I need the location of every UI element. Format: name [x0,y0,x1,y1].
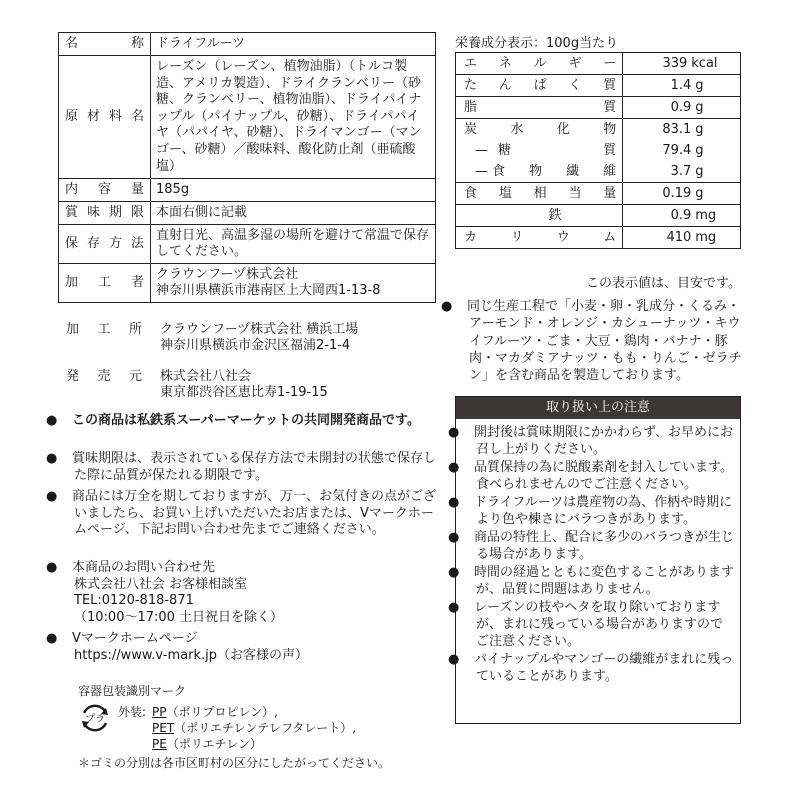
nutrition-value-protein [623,75,741,97]
nutrition-value: 1.4 [670,78,692,93]
nutrition-unit: g [695,100,704,115]
material-code: PP [152,705,167,719]
nutrition-name: エネルギー [464,56,617,71]
packaging-material-pet [152,719,356,736]
processing-plant-company: クラウンフーヅ株式会社 横浜工場 [160,322,359,337]
handling-item-text: ドライフルーツは農産物の為、作柄や時期により色や棟さにバラつきがあります。 [474,495,733,527]
nutrition-title: 栄養成分表示：100g当たり [455,36,619,51]
bullet-icon: ● [46,631,58,646]
nutrition-value: 3.7 [670,164,692,179]
info-value-processor [151,264,436,303]
packaging-material-pp [152,703,278,720]
nutrition-unit: g [695,122,704,137]
contact-lines [60,577,440,627]
nutrition-unit: g [695,143,704,158]
bullet-icon: ● [448,600,460,615]
processing-plant [66,322,450,356]
table-row [59,202,436,225]
nutrition-name-fat [456,97,623,119]
nutrition-value: 0.9 [670,100,692,115]
nutrition-unit: g [695,78,704,93]
nutrition-name-iron [456,205,623,227]
nutrition-value: 79.4 [662,143,692,158]
note-joint-development [46,413,440,430]
bullet-icon: ● [448,530,460,545]
material-code: PET [152,721,175,735]
info-label-content: 内容量 [59,179,151,202]
nutrition-value-salt [623,183,741,205]
nutrition-name: 炭水化物 [464,122,617,137]
nutrition-name: 脂質 [464,100,617,115]
info-label-name: 名称 [59,33,151,56]
nutrition-name-potassium [456,227,623,249]
nutrition-value-sugar [623,140,741,161]
nutrition-value-fat [623,97,741,119]
nutrition-value: 0.9 [670,208,692,223]
note-complaint [46,489,440,539]
contact-tel[interactable]: TEL:0120-818-871 [74,593,194,608]
nutrition-name: 食物繊維 [492,164,617,179]
table-row [456,53,741,75]
bullet-icon: ● [448,425,460,440]
table-row [59,33,436,56]
handling-item-text: 品質保持の為に脱酸素剤を封入しています。食べられませんのでご注意ください。 [474,460,733,492]
pura-icon-text: プラ [85,714,105,725]
bullet-icon: ● [46,451,58,466]
product-info-table [58,32,436,303]
handling-title: 取り扱い上の注意 [456,397,740,419]
nutrition-name-sugar [456,140,623,161]
handling-item-text: 時間の経過とともに変色することがありますが、品質に問題はありません。 [474,565,735,597]
vmark-url-link[interactable]: https://www.v-mark.jp（お客様の声） [74,647,308,663]
nutrition-value: 0.19 [662,186,692,201]
nutrition-value-energy [623,53,741,75]
nutrition-value: 83.1 [662,122,692,137]
contact-hours: （10:00～17:00 土日祝日を除く） [74,609,284,625]
table-row [456,119,741,141]
processing-plant-label: 加工所 [66,322,142,337]
seller-company: 株式会社八社会 [160,369,252,384]
list-item [448,651,734,685]
nutrition-name: 糖質 [498,143,617,158]
table-row [456,183,741,205]
bullet-icon: ● [448,652,460,667]
bullet-icon: ● [46,489,58,504]
table-row [59,179,436,202]
info-value-ingredients: レーズン（レーズン、植物油脂）（トルコ製造、アメリカ製造）、ドライクランベリー（砂糖、クランベリー、植物油脂）、ドライパイナップル（パイナップル、砂糖）、ドライパパイヤ（パパイヤ、砂糖）、ドライマンゴー（マンゴー、砂糖）／酸味料、酸化防止剤（亜硫酸塩） [151,56,436,179]
table-row [456,75,741,97]
processing-plant-value [160,322,450,354]
nutrition-name-energy [456,53,623,75]
seller-address: 東京都渋谷区恵比寿1-19-15 [160,385,328,400]
table-row [456,161,741,183]
nutrition-unit: g [695,164,704,179]
info-value-content: 185g [151,179,436,202]
nutrition-name-carbs [456,119,623,141]
note-expiry [46,451,440,484]
nutrition-name-protein [456,75,623,97]
handling-item-text: 商品の特性上、配合に多少のバラつきが生じる場合があります。 [474,530,735,562]
info-value-name: ドライフルーツ [151,33,436,56]
bullet-icon: ● [448,565,460,580]
handling-item-text: 開封後は賞味期限にかかわらず、お早めにお召し上がりください。 [474,425,733,457]
info-value-expiry: 本面右側に記載 [151,202,436,225]
table-row [456,227,741,249]
pura-recycle-icon [80,703,110,733]
nutrition-name: 鉄 [548,208,562,223]
handling-precautions-box [448,396,741,724]
nutrition-value: 410 [666,230,692,245]
contact-title: 本商品のお問い合わせ先 [72,560,216,575]
seller-label: 発売元 [66,369,142,384]
list-item [448,424,734,458]
bullet-icon: ● [448,460,460,475]
nutrition-value-fiber [623,161,741,183]
material-name: （ポリプロピレン）, [166,705,278,719]
material-name: （ポリエチレンテレフタレート）, [174,721,357,735]
table-row [456,140,741,161]
packaging-mark-title: 容器包装識別マーク [78,684,187,698]
nutrition-unit: mg [695,230,717,245]
allergen-text: 同じ生産工程で「小麦・卵・乳成分・くるみ・アーモンド・オレンジ・カシューナッツ・キウイフルーツ・ごま・大豆・鶏肉・バナナ・豚肉・マカダミアナッツ・もも・りんご・ゼラチン」を含む商品を製造しております。 [467,299,742,384]
processor-company: クラウンフーヅ株式会社 [156,267,299,283]
handling-item-text: パイナップルやマンゴーの繊維がまれに残っていることがあります。 [474,652,734,684]
handling-list [448,419,740,685]
material-code: PE [152,737,167,751]
nutrition-name-salt [456,183,623,205]
table-row [59,225,436,264]
note-complaint-text: 商品には万全を期しておりますが、万一、お気付きの点がございましたら、お買い上げいただいたお店または、Vマークホームページ、下記お問い合わせ先までご連絡ください。 [72,489,437,537]
nutrition-value-potassium [623,227,741,249]
nutrition-value-carbs [623,119,741,141]
nutrition-value: 339 [662,56,688,71]
material-name: （ポリエチレン） [166,737,263,751]
list-item [448,459,734,493]
list-item [448,529,735,563]
processing-plant-address: 神奈川県横浜市金沢区福浦2-1-4 [160,338,351,353]
vmark-title: Vマークホームページ [72,631,198,646]
nutrition-value-iron [623,205,741,227]
packaging-outer-label: 外装: [118,705,147,719]
bullet-icon: ● [441,299,453,314]
sub-dash: — [475,143,488,158]
info-value-storage: 直射日光、高温多湿の場所を避けて常温で保存してください。 [151,225,436,264]
contact-department: 株式会社八社会 お客様相談室 [74,576,248,592]
seller-value [160,369,450,401]
nutrition-table [455,52,741,249]
list-item [448,564,735,598]
bullet-icon: ● [46,560,58,575]
bullet-icon: ● [46,413,58,428]
processor-address: 神奈川県横浜市港南区上大岡西1-13-8 [156,283,381,299]
nutrition-unit: mg [695,208,717,223]
info-label-ingredients: 原材料名 [59,56,151,179]
table-row [456,97,741,119]
table-row [456,205,741,227]
note-vmark [46,631,440,664]
nutrition-name: たんぱく質 [464,78,617,93]
info-label-storage: 保存方法 [59,225,151,264]
table-row [59,264,436,303]
nutrition-name-fiber [456,161,623,183]
info-label-processor: 加工者 [59,264,151,303]
note-expiry-text: 賞味期限は、表示されている保存方法で未開封の状態で保存した際に品質が保たれる期限です。 [72,451,437,483]
seller [66,369,450,403]
note-joint-development-text: この商品は私鉄系スーパーマーケットの共同開発商品です。 [72,413,421,428]
list-item [448,599,734,650]
nutrition-name: カリウム [464,230,617,245]
info-label-expiry: 賞味期限 [59,202,151,225]
nutrition-name: 食塩相当量 [464,186,617,201]
table-row [59,56,436,179]
bullet-icon: ● [448,495,460,510]
nutrition-unit: kcal [691,56,718,71]
list-item [448,494,734,528]
handling-item-text: レーズンの枝やヘタを取り除いておりますが、まれに残っている場合がありますのでご注意ください。 [474,600,724,649]
sub-dash: — [475,164,488,179]
garbage-separation-note: ＊ゴミの分別は各市区町村の区分にしたがってください。 [78,756,391,770]
nutrition-footnote: この表示値は、目安です。 [586,276,741,291]
packaging-material-pe [152,735,262,752]
allergen-note [441,298,745,384]
nutrition-unit: g [695,186,704,201]
note-contact [46,560,440,626]
